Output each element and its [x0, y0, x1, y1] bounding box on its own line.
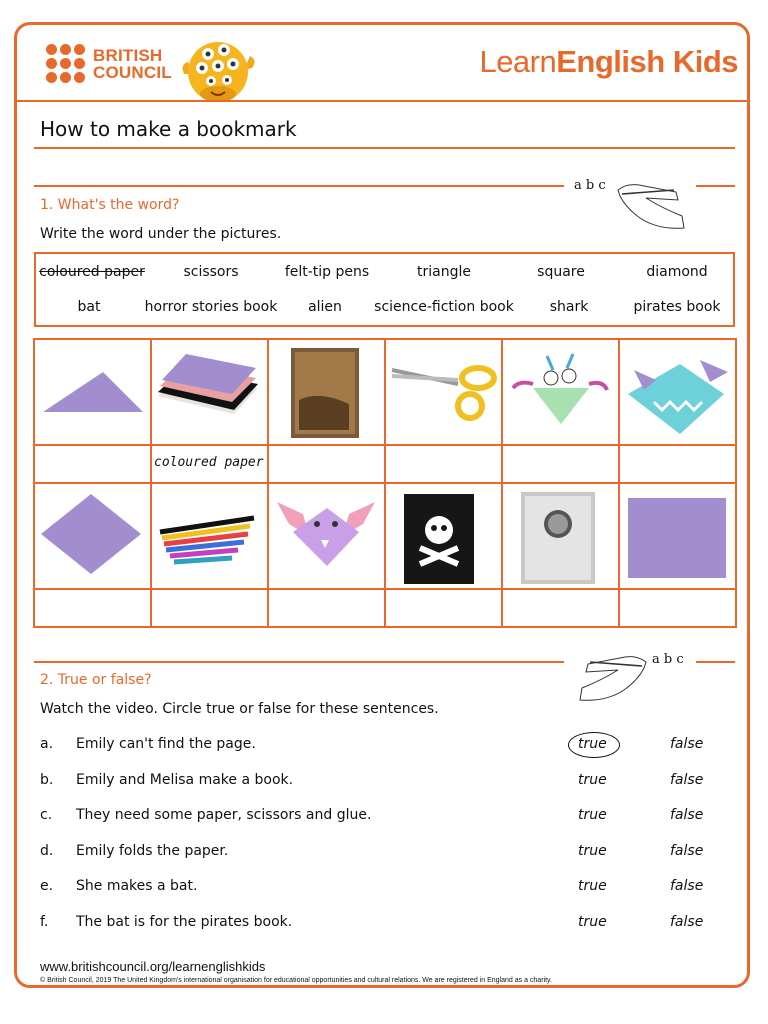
true-option[interactable]: true [578, 772, 607, 788]
item-sentence: The bat is for the pirates book. [76, 914, 293, 930]
item-sentence: She makes a bat. [76, 878, 198, 894]
true-option[interactable]: true [578, 878, 607, 894]
example-answer: coloured paper [154, 455, 264, 470]
word-bank-item: shark [549, 299, 589, 315]
picture-cell [502, 339, 619, 445]
word-bank-item: triangle [417, 264, 471, 280]
item-letter: c. [40, 807, 53, 823]
section2-divider [34, 661, 564, 663]
alien-bookmark-picture-icon [503, 340, 618, 444]
word-bank-item: bat [77, 299, 101, 315]
picture-cell [151, 483, 268, 589]
false-option[interactable]: false [670, 772, 704, 788]
section1-divider [34, 185, 564, 187]
horror-book-picture-icon [269, 340, 384, 444]
true-option[interactable]: true [578, 914, 607, 930]
diamond-picture-icon [35, 484, 150, 588]
header-divider [16, 100, 748, 102]
answer-cell[interactable] [151, 589, 268, 627]
item-sentence: Emily and Melisa make a book. [76, 772, 294, 788]
false-option[interactable]: false [670, 807, 704, 823]
true-option[interactable]: true [578, 843, 607, 859]
section2-instruction: Watch the video. Circle true or false for these sentences. [40, 701, 439, 717]
item-letter: b. [40, 772, 54, 788]
monster-mascot-icon [178, 34, 258, 106]
item-sentence: Emily folds the paper. [76, 843, 229, 859]
picture-cell [619, 339, 736, 445]
learnenglish-kids-logo [479, 44, 738, 80]
true-false-item [40, 807, 740, 827]
true-option[interactable]: true [578, 736, 607, 752]
coloured-paper-picture-icon [152, 340, 267, 444]
science-fiction-book-picture-icon [503, 484, 618, 588]
picture-cell [268, 483, 385, 589]
page-title: How to make a bookmark [40, 117, 297, 141]
answer-cell[interactable] [619, 445, 736, 483]
true-false-item [40, 736, 740, 756]
answer-cell[interactable] [268, 445, 385, 483]
picture-cell [151, 339, 268, 445]
section1-instruction: Write the word under the pictures. [40, 226, 282, 242]
answer-cell[interactable] [34, 445, 151, 483]
picture-cell [619, 483, 736, 589]
answer-cell[interactable] [502, 445, 619, 483]
scissors-picture-icon [386, 340, 501, 444]
answer-cell[interactable] [502, 589, 619, 627]
footer-copyright: © British Council, 2019 The United Kingdom's international organisation for educational opportunities and cultural relations. We are registered in England as a charity. [40, 977, 552, 984]
triangle-picture-icon [35, 340, 150, 444]
true-false-item [40, 772, 740, 792]
true-false-item [40, 843, 740, 863]
word-bank-item: alien [308, 299, 342, 315]
word-bank-item: coloured paper [39, 264, 145, 280]
picture-cell [34, 483, 151, 589]
bat-bookmark-picture-icon [269, 484, 384, 588]
picture-grid [33, 338, 737, 628]
item-letter: e. [40, 878, 54, 894]
word-bank [34, 252, 735, 327]
british-council-logo [46, 44, 172, 83]
true-false-item [40, 878, 740, 898]
false-option[interactable]: false [670, 914, 704, 930]
true-false-item [40, 914, 740, 934]
answer-cell[interactable] [268, 589, 385, 627]
picture-cell [502, 483, 619, 589]
brand-line2: COUNCIL [93, 62, 172, 82]
picture-cell [385, 483, 502, 589]
word-bank-item: science-fiction book [374, 299, 514, 315]
word-bank-item: diamond [646, 264, 708, 280]
brand-line1: BRITISH [93, 45, 163, 65]
picture-cell [268, 339, 385, 445]
false-option[interactable]: false [670, 843, 704, 859]
site-light: Learn [479, 44, 557, 79]
word-bank-item: horror stories book [144, 299, 278, 315]
false-option[interactable]: false [670, 878, 704, 894]
picture-cell [385, 339, 502, 445]
item-sentence: Emily can't find the page. [76, 736, 256, 752]
section1-title: 1. What's the word? [40, 197, 180, 213]
logo-dots-icon [46, 44, 85, 83]
answer-cell[interactable] [34, 589, 151, 627]
pirates-book-picture-icon [386, 484, 501, 588]
shark-bookmark-picture-icon [620, 340, 735, 444]
item-letter: f. [40, 914, 49, 930]
answer-cell[interactable] [619, 589, 736, 627]
site-bold: English Kids [556, 44, 738, 79]
answer-cell[interactable] [385, 589, 502, 627]
item-letter: d. [40, 843, 54, 859]
word-bank-item: scissors [183, 264, 239, 280]
word-bank-item: pirates book [633, 299, 721, 315]
answer-cell[interactable] [151, 445, 268, 483]
picture-cell [34, 339, 151, 445]
answer-cell[interactable] [385, 445, 502, 483]
item-sentence: They need some paper, scissors and glue. [76, 807, 372, 823]
title-underline [34, 147, 735, 149]
square-picture-icon [620, 484, 735, 588]
felt-tip-pens-picture-icon [152, 484, 267, 588]
item-letter: a. [40, 736, 54, 752]
section1-divider-end [696, 185, 735, 187]
word-bank-item: square [537, 264, 585, 280]
section2-title: 2. True or false? [40, 672, 152, 688]
false-option[interactable]: false [670, 736, 704, 752]
footer-url[interactable]: www.britishcouncil.org/learnenglishkids [40, 959, 266, 974]
word-bank-item: felt-tip pens [284, 264, 370, 280]
section2-divider-end [696, 661, 735, 663]
true-option[interactable]: true [578, 807, 607, 823]
